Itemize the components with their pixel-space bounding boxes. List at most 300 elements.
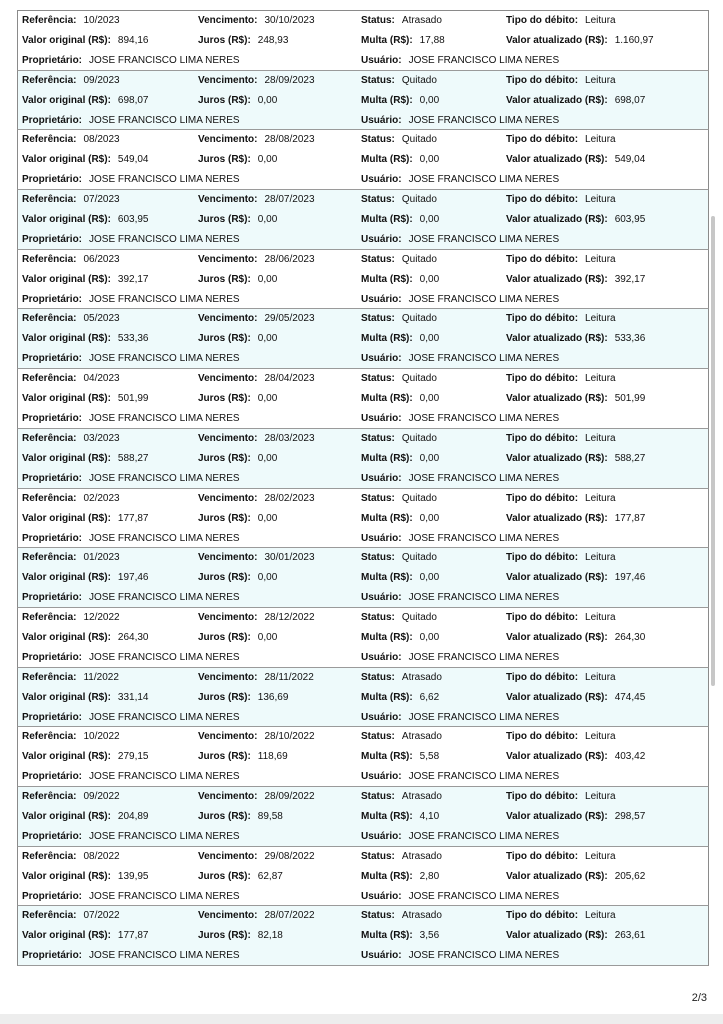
record-due-date-label: Vencimento: [198, 373, 258, 385]
record-user-value: JOSE FRANCISCO LIMA NERES [408, 711, 560, 723]
record-owner [22, 173, 240, 187]
record-due-date-label: Vencimento: [198, 194, 258, 206]
record-interest [198, 452, 277, 466]
record-due-date-value: 28/07/2023 [264, 194, 315, 206]
record-fine-label: Multa (R$): [361, 273, 413, 285]
record-interest [198, 750, 288, 764]
record-debit-type-value: Leitura [585, 313, 616, 325]
record-owner-label: Proprietário: [22, 651, 83, 663]
record-fine [361, 512, 439, 526]
record-debit-type [506, 730, 616, 744]
record-original-value-value: 698,07 [117, 94, 149, 106]
record-fine-label: Multa (R$): [361, 214, 413, 226]
record-interest-value: 0,00 [257, 452, 278, 464]
record-interest-label: Juros (R$): [198, 154, 251, 166]
record-due-date-value: 28/04/2023 [264, 373, 315, 385]
record-fine [361, 631, 439, 645]
record-owner-label: Proprietário: [22, 114, 83, 126]
record-owner-value: JOSE FRANCISCO LIMA NERES [89, 890, 240, 902]
record-due-date-value: 30/01/2023 [264, 552, 315, 564]
record-status-value: Quitado [401, 313, 437, 325]
record-original-value-label: Valor original (R$): [22, 572, 111, 584]
record-due-date-value: 28/06/2023 [264, 253, 315, 265]
record-fine-value: 0,00 [419, 214, 440, 226]
record-interest-value: 62,87 [257, 870, 283, 882]
record-reference-label: Referência: [22, 850, 77, 862]
record-status-value: Atrasado [401, 850, 442, 862]
record-updated-value-value: 533,36 [614, 333, 646, 345]
record-due-date-label: Vencimento: [198, 910, 258, 922]
record-status [361, 909, 442, 923]
record-reference-label: Referência: [22, 373, 77, 385]
record-interest-label: Juros (R$): [198, 751, 251, 763]
record-fine-value: 3,56 [419, 930, 440, 942]
record-user-label: Usuário: [361, 413, 402, 425]
record-fine-value: 5,58 [419, 751, 440, 763]
record-user [361, 711, 559, 725]
record-updated-value [506, 691, 645, 705]
record-updated-value-value: 205,62 [614, 870, 646, 882]
record-reference [22, 253, 120, 267]
record-interest-value: 248,93 [257, 35, 289, 46]
record-original-value [22, 631, 149, 645]
record-owner-label: Proprietário: [22, 890, 83, 902]
record-interest-value: 0,00 [257, 94, 278, 106]
record-fine-value: 0,00 [419, 572, 440, 584]
record-user-value: JOSE FRANCISCO LIMA NERES [408, 55, 560, 66]
record-original-value-value: 279,15 [117, 751, 149, 763]
record-owner-label: Proprietário: [22, 413, 83, 425]
record-fine-value: 6,62 [419, 691, 440, 703]
record-debit-type-label: Tipo do débito: [506, 611, 579, 623]
record-fine-value: 0,00 [419, 512, 440, 524]
record-status-label: Status: [361, 671, 395, 683]
record-updated-value [506, 571, 645, 585]
record-reference-value: 08/2023 [83, 134, 120, 146]
record-user [361, 472, 559, 486]
record-updated-value-label: Valor atualizado (R$): [506, 870, 608, 882]
record-fine-label: Multa (R$): [361, 94, 413, 106]
record-due-date-value: 28/12/2022 [264, 611, 315, 623]
record-debit-type [506, 790, 616, 804]
record-interest-label: Juros (R$): [198, 512, 251, 524]
record-fine [361, 691, 439, 705]
record-owner [22, 651, 240, 665]
record-interest-value: 0,00 [257, 214, 278, 226]
record-reference [22, 730, 120, 744]
record-debit-type-label: Tipo do débito: [506, 671, 579, 683]
record-reference [22, 193, 120, 207]
record-debit-type-value: Leitura [585, 552, 616, 564]
record-owner-label: Proprietário: [22, 950, 83, 962]
record-status [361, 312, 437, 326]
record-fine [361, 810, 439, 824]
record-status-value: Quitado [401, 373, 437, 385]
record-fine-value: 4,10 [419, 810, 440, 822]
record-due-date-label: Vencimento: [198, 74, 258, 86]
record-status-label: Status: [361, 373, 395, 385]
record-reference [22, 790, 120, 804]
record-debit-type-value: Leitura [585, 611, 616, 623]
record-debit-type-label: Tipo do débito: [506, 313, 579, 325]
record-updated-value [506, 94, 645, 108]
record-original-value [22, 273, 149, 287]
record-debit-type-label: Tipo do débito: [506, 492, 579, 504]
record-updated-value-label: Valor atualizado (R$): [506, 214, 608, 226]
record-user-label: Usuário: [361, 890, 402, 902]
record-user-value: JOSE FRANCISCO LIMA NERES [408, 592, 560, 604]
record-user-value: JOSE FRANCISCO LIMA NERES [408, 532, 560, 544]
record-updated-value-label: Valor atualizado (R$): [506, 452, 608, 464]
record-interest-label: Juros (R$): [198, 631, 251, 643]
record-due-date-label: Vencimento: [198, 671, 258, 683]
record-original-value [22, 34, 149, 48]
record-owner-value: JOSE FRANCISCO LIMA NERES [89, 950, 240, 962]
record-updated-value-value: 197,46 [614, 572, 646, 584]
record-due-date [198, 611, 315, 625]
record-owner-value: JOSE FRANCISCO LIMA NERES [89, 174, 240, 186]
record-reference-value: 07/2023 [83, 194, 120, 206]
record-due-date-value: 28/08/2023 [264, 134, 315, 146]
debt-records-table [17, 10, 709, 966]
debt-record [17, 847, 709, 907]
record-status [361, 730, 442, 744]
record-updated-value [506, 750, 645, 764]
record-status-value: Quitado [401, 134, 437, 146]
debt-record [17, 489, 709, 549]
record-due-date [198, 193, 315, 207]
record-status-label: Status: [361, 15, 395, 26]
record-owner-label: Proprietário: [22, 353, 83, 365]
record-due-date-label: Vencimento: [198, 611, 258, 623]
debt-record [17, 787, 709, 847]
record-debit-type-label: Tipo do débito: [506, 552, 579, 564]
record-status-label: Status: [361, 850, 395, 862]
record-debit-type [506, 74, 616, 88]
record-due-date [198, 372, 315, 386]
record-status [361, 492, 437, 506]
record-debit-type-value: Leitura [585, 194, 616, 206]
record-original-value-value: 894,16 [117, 35, 149, 46]
record-status [361, 253, 437, 267]
debt-record [17, 906, 709, 966]
debt-record [17, 608, 709, 668]
record-status-label: Status: [361, 253, 395, 265]
record-debit-type [506, 193, 616, 207]
record-debit-type-value: Leitura [585, 15, 616, 26]
record-user [361, 412, 559, 426]
record-reference-value: 08/2022 [83, 850, 120, 862]
record-original-value-label: Valor original (R$): [22, 810, 111, 822]
record-owner-label: Proprietário: [22, 174, 83, 186]
record-user-value: JOSE FRANCISCO LIMA NERES [408, 830, 560, 842]
record-interest-value: 0,00 [257, 393, 278, 405]
record-fine-value: 2,80 [419, 870, 440, 882]
record-due-date [198, 730, 315, 744]
record-user [361, 293, 559, 307]
record-fine-label: Multa (R$): [361, 930, 413, 942]
record-status-label: Status: [361, 611, 395, 623]
record-original-value-value: 139,95 [117, 870, 149, 882]
record-fine [361, 929, 439, 943]
record-user-value: JOSE FRANCISCO LIMA NERES [408, 472, 560, 484]
record-reference [22, 611, 120, 625]
record-due-date [198, 14, 315, 28]
debt-record [17, 11, 709, 71]
debt-record [17, 190, 709, 250]
record-reference-value: 01/2023 [83, 552, 120, 564]
record-fine [361, 571, 439, 585]
record-owner-value: JOSE FRANCISCO LIMA NERES [89, 651, 240, 663]
record-updated-value-label: Valor atualizado (R$): [506, 691, 608, 703]
record-owner-value: JOSE FRANCISCO LIMA NERES [89, 592, 240, 604]
bottom-bar [0, 1014, 723, 1024]
record-owner [22, 412, 240, 426]
record-reference [22, 432, 120, 446]
record-debit-type-label: Tipo do débito: [506, 134, 579, 146]
record-status [361, 432, 437, 446]
record-original-value-value: 533,36 [117, 333, 149, 345]
record-user-label: Usuário: [361, 174, 402, 186]
record-interest [198, 870, 283, 884]
record-owner-value: JOSE FRANCISCO LIMA NERES [89, 114, 240, 126]
record-updated-value-value: 501,99 [614, 393, 646, 405]
record-user-value: JOSE FRANCISCO LIMA NERES [408, 413, 560, 425]
record-fine-label: Multa (R$): [361, 452, 413, 464]
record-due-date [198, 909, 315, 923]
record-fine [361, 392, 439, 406]
record-interest-label: Juros (R$): [198, 393, 251, 405]
record-owner [22, 114, 240, 128]
record-reference-label: Referência: [22, 194, 77, 206]
record-updated-value-value: 264,30 [614, 631, 646, 643]
record-fine-label: Multa (R$): [361, 35, 413, 46]
record-due-date-value: 28/10/2022 [264, 731, 315, 743]
record-status-label: Status: [361, 74, 395, 86]
record-status [361, 372, 437, 386]
record-debit-type-value: Leitura [585, 253, 616, 265]
record-user [361, 114, 559, 128]
record-updated-value-value: 698,07 [614, 94, 646, 106]
record-updated-value [506, 631, 645, 645]
record-reference-label: Referência: [22, 671, 77, 683]
debt-record [17, 429, 709, 489]
record-user-label: Usuário: [361, 711, 402, 723]
record-owner [22, 830, 240, 844]
record-owner-label: Proprietário: [22, 234, 83, 246]
record-debit-type-value: Leitura [585, 373, 616, 385]
record-reference-value: 06/2023 [83, 253, 120, 265]
record-reference-label: Referência: [22, 313, 77, 325]
record-debit-type-label: Tipo do débito: [506, 910, 579, 922]
record-status-value: Atrasado [401, 731, 442, 743]
record-reference [22, 74, 120, 88]
record-interest-value: 0,00 [257, 631, 278, 643]
record-updated-value-value: 588,27 [614, 452, 646, 464]
record-debit-type-label: Tipo do débito: [506, 253, 579, 265]
record-fine [361, 34, 445, 48]
debt-record [17, 309, 709, 369]
record-user-label: Usuário: [361, 532, 402, 544]
record-due-date [198, 133, 315, 147]
record-debit-type-label: Tipo do débito: [506, 194, 579, 206]
record-due-date [198, 432, 315, 446]
record-status [361, 671, 442, 685]
record-original-value-label: Valor original (R$): [22, 154, 111, 166]
record-original-value-value: 177,87 [117, 930, 149, 942]
record-due-date-value: 28/02/2023 [264, 492, 315, 504]
record-reference-value: 07/2022 [83, 910, 120, 922]
scrollbar[interactable] [711, 216, 715, 686]
record-user-value: JOSE FRANCISCO LIMA NERES [408, 771, 560, 783]
record-debit-type-label: Tipo do débito: [506, 373, 579, 385]
record-interest [198, 94, 277, 108]
record-reference-label: Referência: [22, 432, 77, 444]
record-interest-label: Juros (R$): [198, 810, 251, 822]
record-status [361, 193, 437, 207]
record-interest-label: Juros (R$): [198, 273, 251, 285]
record-debit-type [506, 850, 616, 864]
record-interest [198, 810, 283, 824]
record-due-date-label: Vencimento: [198, 134, 258, 146]
record-fine-value: 0,00 [419, 273, 440, 285]
record-owner [22, 293, 240, 307]
record-interest-value: 136,69 [257, 691, 289, 703]
record-updated-value-label: Valor atualizado (R$): [506, 810, 608, 822]
record-fine-label: Multa (R$): [361, 870, 413, 882]
record-original-value-label: Valor original (R$): [22, 214, 111, 226]
record-status-value: Quitado [401, 611, 437, 623]
record-debit-type [506, 909, 616, 923]
debt-record [17, 130, 709, 190]
record-original-value-label: Valor original (R$): [22, 930, 111, 942]
record-user-label: Usuário: [361, 830, 402, 842]
record-original-value [22, 452, 149, 466]
record-debit-type [506, 432, 616, 446]
record-user-value: JOSE FRANCISCO LIMA NERES [408, 890, 560, 902]
record-fine [361, 273, 439, 287]
record-debit-type-value: Leitura [585, 910, 616, 922]
record-user-value: JOSE FRANCISCO LIMA NERES [408, 950, 560, 962]
record-updated-value-label: Valor atualizado (R$): [506, 154, 608, 166]
record-user [361, 949, 559, 963]
record-original-value-value: 264,30 [117, 631, 149, 643]
record-user [361, 770, 559, 784]
record-reference-label: Referência: [22, 910, 77, 922]
record-user-label: Usuário: [361, 592, 402, 604]
record-status-label: Status: [361, 790, 395, 802]
record-updated-value-label: Valor atualizado (R$): [506, 631, 608, 643]
record-fine-value: 0,00 [419, 94, 440, 106]
record-owner-label: Proprietário: [22, 830, 83, 842]
record-updated-value [506, 929, 645, 943]
record-status-value: Quitado [401, 552, 437, 564]
record-fine-label: Multa (R$): [361, 572, 413, 584]
record-original-value [22, 810, 149, 824]
record-interest [198, 34, 288, 48]
record-owner [22, 472, 240, 486]
record-owner-label: Proprietário: [22, 592, 83, 604]
record-original-value-value: 197,46 [117, 572, 149, 584]
debt-record [17, 250, 709, 310]
record-status-value: Quitado [401, 74, 437, 86]
record-debit-type-value: Leitura [585, 731, 616, 743]
record-original-value-label: Valor original (R$): [22, 452, 111, 464]
record-debit-type-value: Leitura [585, 134, 616, 146]
record-updated-value [506, 810, 645, 824]
record-due-date-label: Vencimento: [198, 15, 258, 26]
record-due-date-label: Vencimento: [198, 552, 258, 564]
record-reference [22, 671, 119, 685]
record-owner-value: JOSE FRANCISCO LIMA NERES [89, 413, 240, 425]
record-debit-type [506, 671, 616, 685]
record-updated-value [506, 213, 645, 227]
record-user-value: JOSE FRANCISCO LIMA NERES [408, 651, 560, 663]
record-interest-value: 0,00 [257, 273, 278, 285]
record-due-date [198, 74, 315, 88]
record-reference-value: 05/2023 [83, 313, 120, 325]
record-status-value: Atrasado [401, 910, 442, 922]
record-user [361, 890, 559, 904]
record-debit-type-value: Leitura [585, 74, 616, 86]
record-user-value: JOSE FRANCISCO LIMA NERES [408, 293, 560, 305]
record-updated-value-value: 603,95 [614, 214, 646, 226]
record-status [361, 133, 437, 147]
record-status-label: Status: [361, 552, 395, 564]
record-updated-value-label: Valor atualizado (R$): [506, 930, 608, 942]
record-reference-label: Referência: [22, 731, 77, 743]
record-due-date [198, 312, 315, 326]
record-user-label: Usuário: [361, 771, 402, 783]
record-owner-label: Proprietário: [22, 293, 83, 305]
record-updated-value-label: Valor atualizado (R$): [506, 333, 608, 345]
record-owner-label: Proprietário: [22, 771, 83, 783]
record-original-value [22, 153, 149, 167]
record-status-label: Status: [361, 134, 395, 146]
record-reference-value: 04/2023 [83, 373, 120, 385]
record-original-value [22, 750, 149, 764]
record-interest-value: 82,18 [257, 930, 283, 942]
record-debit-type-label: Tipo do débito: [506, 74, 579, 86]
record-interest [198, 153, 277, 167]
record-interest-value: 89,58 [257, 810, 283, 822]
record-original-value-value: 177,87 [117, 512, 149, 524]
record-fine-label: Multa (R$): [361, 393, 413, 405]
debt-record [17, 668, 709, 728]
record-fine-label: Multa (R$): [361, 631, 413, 643]
record-interest [198, 512, 277, 526]
record-user-value: JOSE FRANCISCO LIMA NERES [408, 174, 560, 186]
record-due-date-label: Vencimento: [198, 313, 258, 325]
record-fine [361, 870, 439, 884]
record-original-value [22, 870, 149, 884]
record-debit-type-label: Tipo do débito: [506, 850, 579, 862]
record-fine-value: 0,00 [419, 393, 440, 405]
record-updated-value [506, 153, 645, 167]
record-owner [22, 591, 240, 605]
record-interest [198, 691, 288, 705]
record-updated-value-value: 177,87 [614, 512, 646, 524]
record-user [361, 591, 559, 605]
record-debit-type [506, 551, 616, 565]
record-updated-value [506, 392, 645, 406]
record-reference-value: 09/2023 [83, 74, 120, 86]
record-owner [22, 949, 240, 963]
record-original-value-value: 603,95 [117, 214, 149, 226]
record-due-date-label: Vencimento: [198, 850, 258, 862]
record-user-label: Usuário: [361, 472, 402, 484]
record-original-value [22, 392, 149, 406]
